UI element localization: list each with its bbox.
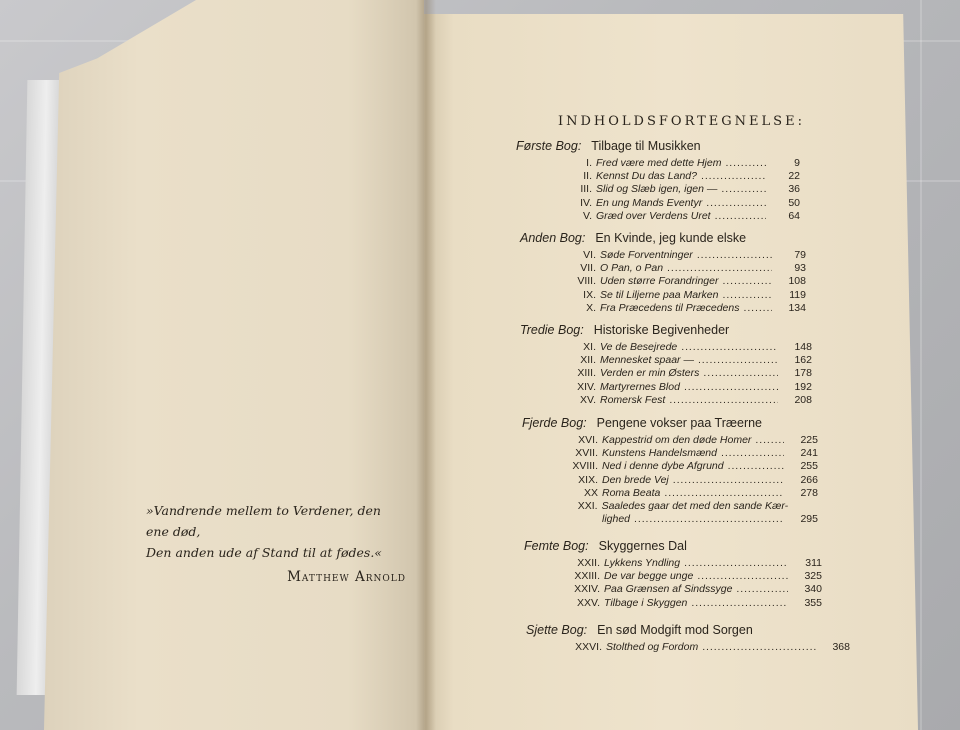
left-page: [44, 0, 424, 730]
toc-section-1: [516, 139, 800, 223]
toc-entry: VI. Søde Forventninger . . . 79: [520, 249, 806, 262]
section-heading: Anden Bog: En Kvinde, jeg kunde elske: [520, 231, 747, 245]
toc-entry: II. Kennst Du das Land? . . . 22: [516, 170, 800, 183]
toc-entry: XVIII. Ned i denne dybe Afgrund . . . 255: [522, 460, 818, 473]
toc-entry: XV. Romersk Fest . . . 208: [520, 394, 812, 407]
toc-entry: XIII. Verden er min Østers . . . 178: [520, 367, 812, 380]
toc-entry: VII. O Pan, o Pan . . . 93: [520, 262, 806, 275]
toc-title: INDHOLDSFORTEGNELSE:: [558, 114, 805, 129]
toc-entry: XIV. Martyrernes Blod . . . 192: [520, 381, 812, 394]
toc-entry: XXI. Saaledes gaar det med den sande Kær-: [577, 499, 789, 512]
book-gutter: [416, 0, 436, 730]
toc-section-2: [520, 231, 806, 315]
epigraph-author: Matthew Arnold: [287, 569, 406, 585]
toc-entry: III. Slid og Slæb igen, igen — . . . 36: [516, 183, 800, 196]
toc-entry: X. Fra Præcedens til Præcedens . . . 134: [520, 302, 806, 315]
toc-entry: XI. Ve de Besejrede . . . 148: [520, 341, 812, 354]
toc-section-4: [522, 416, 818, 526]
toc-entry: XVII. Kunstens Handelsmænd . . . 241: [522, 447, 818, 460]
toc-entry: XXIV. Paa Grænsen af Sindssyge . . . 340: [524, 583, 822, 596]
toc-entry: IV. En ung Mands Eventyr . . . 50: [516, 197, 800, 210]
toc-entry: XIX. Den brede Vej . . . 266: [522, 474, 818, 487]
toc-entry: IX. Se til Liljerne paa Marken . . . 119: [520, 289, 806, 302]
toc-entry: XX Roma Beata . . . 278: [522, 487, 818, 500]
toc-entry: V. Græd over Verdens Uret . . . 64: [516, 210, 800, 223]
toc-entry: I. Fred være med dette Hjem . . . 9: [516, 157, 800, 170]
section-heading: Tredie Bog: Historiske Begivenheder: [520, 323, 730, 337]
section-heading: Fjerde Bog: Pengene vokser paa Træerne: [522, 416, 763, 430]
toc-entry: XVI. Kappestrid om den døde Homer . . . 225: [522, 434, 818, 447]
toc-section-3: [520, 323, 812, 407]
section-heading: Første Bog: Tilbage til Musikken: [516, 139, 701, 153]
toc-entry: XII. Mennesket spaar — . . . 162: [520, 354, 812, 367]
epigraph-line-2: Den anden ude af Stand til at fødes.«: [146, 545, 382, 560]
toc-entry: XXVI. Stolthed og Fordom . . . 368: [526, 641, 850, 654]
epigraph-line-1: »Vandrende mellem to Verdener, den ene død,: [146, 503, 381, 539]
toc-entry: XXV. Tilbage i Skyggen . . . 355: [524, 597, 822, 610]
toc-entry: XXII. Lykkens Yndling . . . 311: [524, 557, 822, 570]
toc-entry: VIII. Uden større Forandringer . . . 108: [520, 275, 806, 288]
epigraph: [146, 500, 406, 588]
section-heading: Femte Bog: Skyggernes Dal: [524, 539, 687, 553]
section-heading: Sjette Bog: En sød Modgift mod Sorgen: [526, 623, 753, 637]
toc-section-5: [524, 539, 822, 610]
toc-section-6: [526, 623, 850, 654]
toc-entry: XXIII. De var begge unge . . . 325: [524, 570, 822, 583]
toc-entry: lighed . . . 295: [522, 513, 818, 526]
